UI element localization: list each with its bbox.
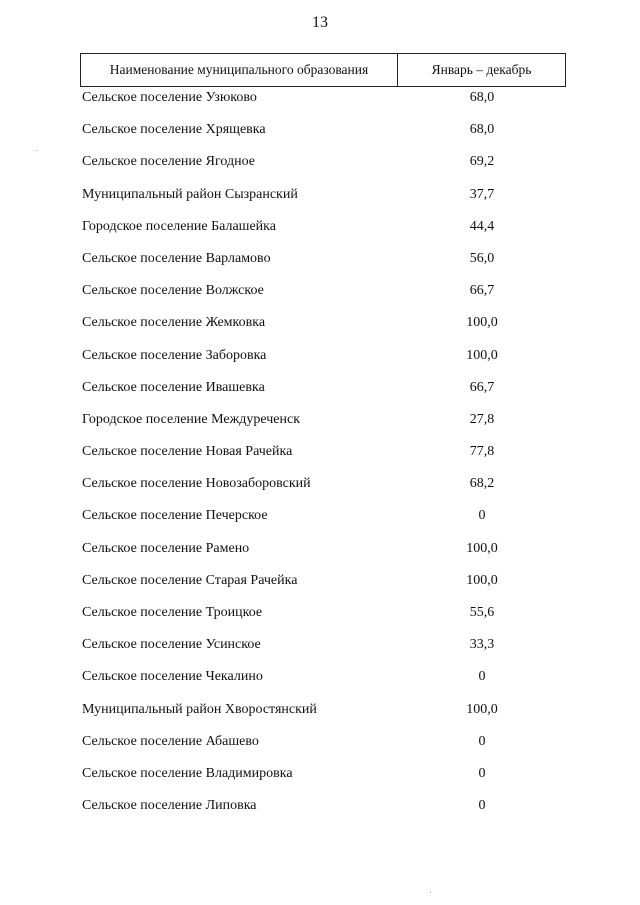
row-value: 66,7 bbox=[469, 379, 495, 395]
table-body bbox=[0, 87, 640, 827]
row-name: Сельское поселение Заборовка bbox=[82, 347, 267, 363]
table-row bbox=[0, 795, 640, 827]
row-value: 0 bbox=[478, 508, 486, 524]
row-value: 66,7 bbox=[469, 283, 495, 299]
table-row bbox=[0, 280, 640, 312]
row-value: 100,0 bbox=[466, 572, 498, 588]
row-value: 100,0 bbox=[466, 540, 498, 556]
table-row bbox=[0, 634, 640, 666]
row-name: Сельское поселение Хрящевка bbox=[82, 122, 266, 138]
row-value: 77,8 bbox=[469, 444, 495, 460]
table-row bbox=[0, 763, 640, 795]
row-value: 100,0 bbox=[466, 701, 498, 717]
table-row bbox=[0, 345, 640, 377]
table-row bbox=[0, 248, 640, 280]
header-period-column: Январь – декабрь bbox=[431, 62, 532, 77]
row-value: 100,0 bbox=[466, 347, 498, 363]
table-row bbox=[0, 151, 640, 183]
row-name: Сельское поселение Новая Рачейка bbox=[82, 444, 293, 460]
table-row bbox=[0, 87, 640, 119]
scan-speck bbox=[430, 892, 431, 893]
table-row bbox=[0, 473, 640, 505]
row-name: Сельское поселение Варламово bbox=[82, 250, 271, 266]
row-name: Сельское поселение Жемковка bbox=[82, 315, 266, 331]
row-name: Сельское поселение Узюково bbox=[82, 90, 257, 105]
table-header bbox=[80, 53, 566, 87]
table-row bbox=[0, 666, 640, 698]
page-number: 13 bbox=[312, 14, 328, 31]
row-name: Сельское поселение Ягодное bbox=[82, 154, 255, 170]
row-value: 100,0 bbox=[466, 315, 498, 331]
row-name: Городское поселение Балашейка bbox=[82, 218, 276, 234]
row-name: Сельское поселение Ивашевка bbox=[82, 379, 265, 395]
table-row bbox=[0, 119, 640, 151]
row-name: Сельское поселение Владимировка bbox=[82, 765, 293, 781]
row-name: Муниципальный район Сызранский bbox=[82, 186, 298, 202]
row-name: Сельское поселение Волжское bbox=[82, 283, 264, 299]
table-row bbox=[0, 505, 640, 537]
table-row bbox=[0, 216, 640, 248]
row-value: 68,0 bbox=[469, 122, 495, 138]
table-row bbox=[0, 570, 640, 602]
header-name-column: Наименование муниципального образования bbox=[81, 54, 398, 86]
table-row bbox=[0, 602, 640, 634]
row-name: Сельское поселение Старая Рачейка bbox=[82, 572, 298, 588]
row-value: 0 bbox=[478, 798, 486, 814]
row-value: 44,4 bbox=[469, 218, 495, 234]
row-value: 56,0 bbox=[469, 250, 495, 266]
row-name: Муниципальный район Хворостянский bbox=[82, 701, 317, 717]
row-value: 0 bbox=[478, 669, 486, 685]
row-value: 33,3 bbox=[469, 637, 495, 653]
table-row bbox=[0, 731, 640, 763]
row-name: Сельское поселение Печерское bbox=[82, 508, 268, 524]
table-row bbox=[0, 699, 640, 731]
row-value: 27,8 bbox=[469, 411, 495, 427]
row-value: 37,7 bbox=[469, 186, 495, 202]
table-row bbox=[0, 409, 640, 441]
row-name: Сельское поселение Липовка bbox=[82, 798, 257, 814]
row-value: 68,0 bbox=[469, 90, 495, 105]
row-name: Сельское поселение Троицкое bbox=[82, 605, 263, 620]
row-value: 69,2 bbox=[469, 154, 495, 170]
scan-speck bbox=[36, 150, 37, 151]
row-value: 0 bbox=[478, 765, 486, 781]
table-row bbox=[0, 377, 640, 409]
table-row bbox=[0, 538, 640, 570]
row-value: 68,2 bbox=[469, 476, 495, 492]
row-name: Городское поселение Междуреченск bbox=[82, 411, 301, 427]
row-value: 55,6 bbox=[469, 605, 495, 620]
row-name: Сельское поселение Рамено bbox=[82, 540, 250, 556]
table-row bbox=[0, 184, 640, 216]
table-row bbox=[0, 441, 640, 473]
row-name: Сельское поселение Усинское bbox=[82, 637, 261, 653]
table-row bbox=[0, 312, 640, 344]
row-name: Сельское поселение Абашево bbox=[82, 733, 259, 749]
row-name: Сельское поселение Новозаборовский bbox=[82, 476, 311, 492]
row-value: 0 bbox=[478, 733, 486, 749]
row-name: Сельское поселение Чекалино bbox=[82, 669, 263, 685]
